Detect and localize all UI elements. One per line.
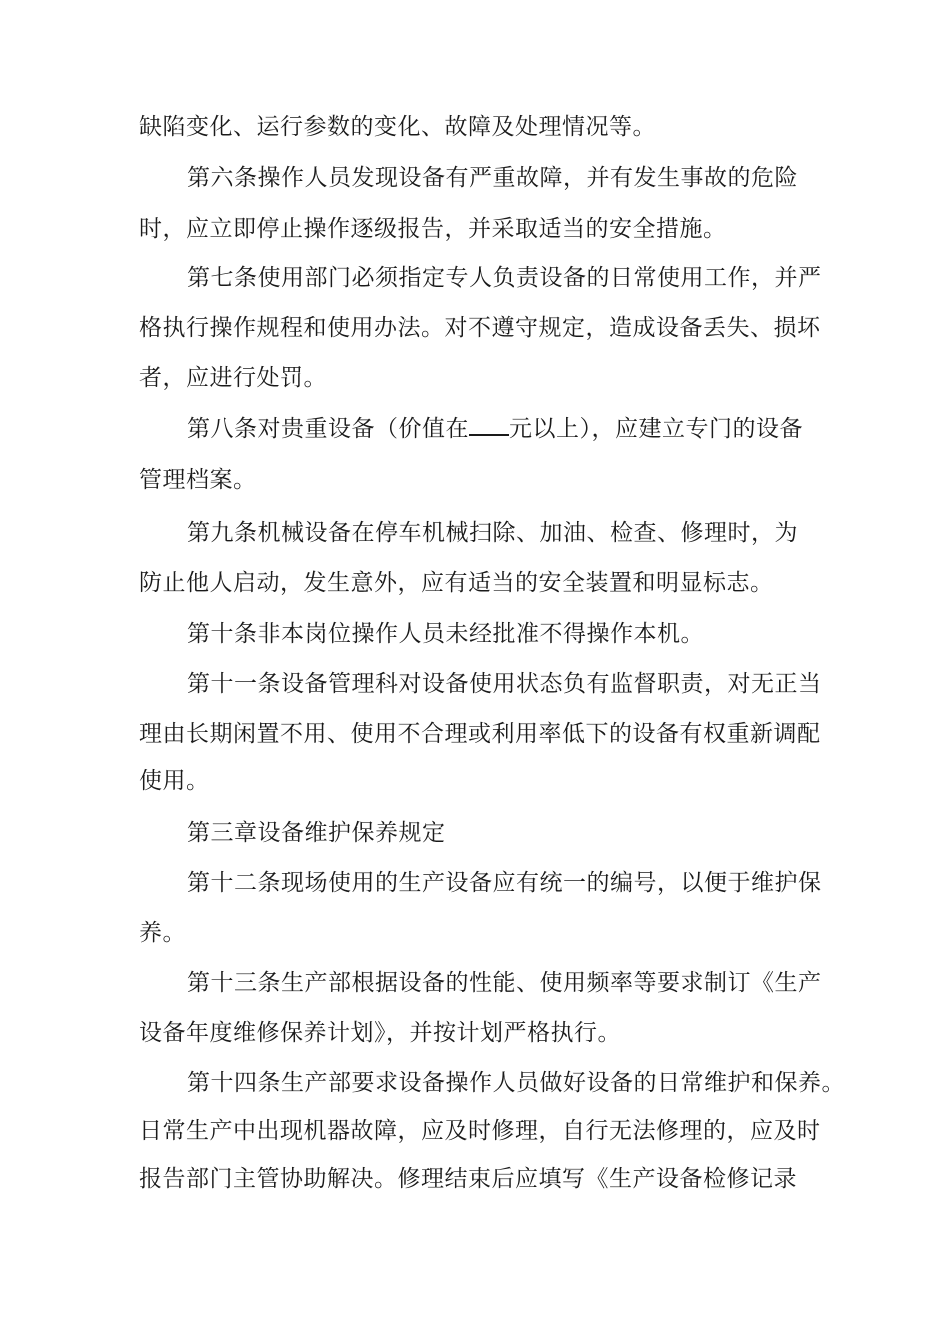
text-line: 设备年度维修保养计划》，并按计划严格执行。 <box>139 1020 621 1046</box>
chapter-heading: 第三章设备维护保养规定 <box>187 820 446 846</box>
text-line: 第十三条生产部根据设备的性能、使用频率等要求制订《生产 <box>187 970 822 996</box>
text-line: 养。 <box>139 920 186 946</box>
text-line: 第十一条设备管理科对设备使用状态负有监督职责，对无正当 <box>187 671 822 697</box>
text-line: 时，应立即停止操作逐级报告，并采取适当的安全措施。 <box>139 216 727 242</box>
text-line: 缺陷变化、运行参数的变化、故障及处理情况等。 <box>139 114 656 140</box>
text-line: 者，应进行处罚。 <box>139 365 327 391</box>
text-line: 日常生产中出现机器故障，应及时修理，自行无法修理的，应及时 <box>139 1118 821 1144</box>
text-line: 第十四条生产部要求设备操作人员做好设备的日常维护和保养。 <box>187 1070 845 1096</box>
text-line: 第十二条现场使用的生产设备应有统一的编号，以便于维护保 <box>187 870 822 896</box>
text-line: 第七条使用部门必须指定专人负责设备的日常使用工作，并严 <box>187 265 822 291</box>
text-segment: 元以上），应建立专门的设备 <box>509 416 803 442</box>
article-8-line <box>187 414 803 444</box>
text-line: 理由长期闲置不用、使用不合理或利用率低下的设备有权重新调配 <box>139 721 821 747</box>
text-line: 报告部门主管协助解决。修理结束后应填写《生产设备检修记录 <box>139 1166 797 1192</box>
text-line: 格执行操作规程和使用办法。对不遵守规定，造成设备丢失、损坏 <box>139 315 821 341</box>
text-line: 防止他人启动，发生意外，应有适当的安全装置和明显标志。 <box>139 570 774 596</box>
text-line: 第六条操作人员发现设备有严重故障，并有发生事故的危险 <box>187 165 798 191</box>
text-line: 使用。 <box>139 768 210 794</box>
text-line: 第十条非本岗位操作人员未经批准不得操作本机。 <box>187 621 704 647</box>
text-segment: 第八条对贵重设备（价值在 <box>187 416 469 442</box>
fill-in-blank <box>469 414 509 436</box>
text-line: 第九条机械设备在停车机械扫除、加油、检查、修理时，为 <box>187 520 798 546</box>
text-line: 管理档案。 <box>139 467 257 493</box>
